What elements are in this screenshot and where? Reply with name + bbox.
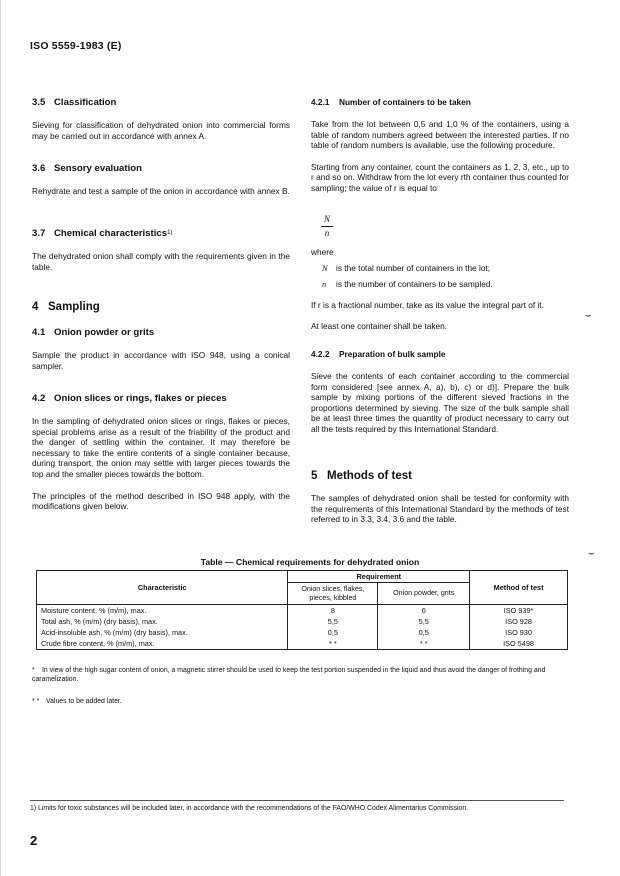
requirements-table bbox=[36, 570, 568, 650]
margin-mark-bottom: ⌣ bbox=[588, 548, 595, 559]
table-row bbox=[37, 627, 568, 638]
cell-method: ISO 930 bbox=[470, 627, 568, 638]
text-3-5: Sieving for classification of dehydrated onion into commercial forms may be carried out in accordance with annex A. bbox=[32, 120, 290, 141]
header-characteristic: Characteristic bbox=[37, 571, 288, 605]
margin-mark-top: ⌣ bbox=[585, 310, 592, 321]
cell-powder: * * bbox=[378, 638, 470, 650]
cell-method: ISO 928 bbox=[470, 616, 568, 627]
where-label: where bbox=[311, 247, 334, 257]
page-number: 2 bbox=[30, 833, 38, 848]
header-method: Method of test bbox=[470, 571, 568, 605]
heading-4: 4 Sampling bbox=[32, 301, 100, 313]
cell-characteristic: Crude fibre content, % (m/m), max. bbox=[37, 638, 288, 650]
cell-powder: 5,5 bbox=[378, 616, 470, 627]
cell-powder: 0,5 bbox=[378, 627, 470, 638]
cell-slices: * * bbox=[288, 638, 378, 650]
table-title: Table — Chemical requirements for dehydrated onion bbox=[200, 557, 420, 567]
cell-method: ISO 5498 bbox=[470, 638, 568, 650]
text-4-2-a: In the sampling of dehydrated onion slices or rings, flakes or pieces, special problems arise as a result of the friability of the product and the danger of settling within the container. It may therefore be necessary to take the entire contents of a single container because, during transport, the onion may settle with larger pieces towards the top and the smaller pieces towards the bottom. bbox=[32, 416, 290, 479]
text-4-2-1-a: Take from the lot between 0,5 and 1,0 % of the containers, using a table of random numbers agreed between the interested parties. If no table of random numbers is available, use the following procedure. bbox=[311, 119, 569, 151]
text-4-2-2: Sieve the contents of each container according to the commercial form considered [see annex A, a), b), c) or d)]. Prepare the bulk sample by mixing portions of the different sieved fractions in the proportions determined by sieving. The size of the bulk sample shall be at least three times the quantity of product necessary to carry out all the tests required by this International Standard. bbox=[311, 371, 569, 434]
heading-4-1: 4.1 Onion powder or grits bbox=[32, 327, 155, 338]
section-3-6 bbox=[32, 163, 290, 197]
header-requirement: Requirement bbox=[288, 571, 470, 583]
section-4 bbox=[32, 300, 290, 314]
section-4-2 bbox=[32, 393, 290, 512]
header-slices: Onion slices, flakes, pieces, kibbled bbox=[288, 583, 378, 605]
section-3-5 bbox=[32, 97, 290, 141]
where-N: N is the total number of containers in the lot; bbox=[322, 262, 491, 273]
note-double-star: * * Values to be added later. bbox=[32, 698, 122, 705]
cell-powder: 6 bbox=[378, 605, 470, 617]
heading-3-6: 3.6 Sensory evaluation bbox=[32, 163, 142, 174]
footnote-1: 1) Limits for toxic substances will be included later, in accordance with the recommendations of the FAO/WHO Codex Alimentarius Commission. bbox=[30, 805, 469, 812]
section-3-7 bbox=[32, 228, 290, 272]
text-at-least-one: At least one container shall be taken. bbox=[311, 320, 448, 331]
footnote-rule bbox=[30, 800, 564, 801]
text-3-6: Rehydrate and test a sample of the onion in accordance with annex B. bbox=[32, 186, 290, 196]
table-row bbox=[37, 616, 568, 627]
document-header: ISO 5559-1983 (E) bbox=[30, 40, 122, 52]
section-4-1 bbox=[32, 327, 290, 371]
cell-method: ISO 939* bbox=[470, 605, 568, 617]
section-4-2-2 bbox=[311, 349, 569, 435]
cell-slices: 8 bbox=[288, 605, 378, 617]
heading-4-2-1: 4.2.1 Number of containers to be taken bbox=[311, 97, 471, 107]
text-4-2-b: The principles of the method described in ISO 948 apply, with the modifications given below. bbox=[32, 490, 290, 512]
fraction-numerator: N bbox=[323, 214, 330, 224]
fractional-note bbox=[311, 300, 569, 331]
where-block bbox=[311, 247, 569, 291]
table-row bbox=[37, 605, 568, 617]
scan-edge bbox=[0, 0, 1, 876]
text-5: The samples of dehydrated onion shall be tested for conformity with the requirements of this International Standard by the methods of test referred to in 3.3, 3.4, 3.6 and the table. bbox=[311, 493, 569, 525]
heading-3-7: 3.7 Chemical characteristics$^{1)}$ bbox=[32, 228, 173, 239]
cell-characteristic: Total ash, % (m/m) (dry basis), max. bbox=[37, 616, 288, 627]
fraction-denominator: n bbox=[324, 228, 330, 238]
text-4-2-1-b: Starting from any container, count the containers as 1, 2, 3, etc., up to r and so on. Withdraw from the lot every rth container thus counted for sampling; the value of r is equal to bbox=[311, 161, 569, 193]
heading-4-2-2: 4.2.2 Preparation of bulk sample bbox=[311, 349, 446, 359]
heading-3-5: 3.5 Classification bbox=[32, 97, 117, 108]
note-star: * In view of the high sugar content of onion, a magnetic stirrer should be used to keep the test portion suspended in the liquid and thus avoid the danger of frothing and caramelization. bbox=[32, 667, 546, 684]
table-row bbox=[37, 638, 568, 650]
section-5 bbox=[311, 469, 569, 525]
section-4-2-1 bbox=[311, 97, 569, 194]
cell-slices: 5,5 bbox=[288, 616, 378, 627]
fraction-bar bbox=[321, 226, 333, 227]
cell-characteristic: Moisture content, % (m/m), max. bbox=[37, 605, 288, 617]
cell-slices: 0,5 bbox=[288, 627, 378, 638]
text-4-1: Sample the product in accordance with ISO 948, using a conical sampler. bbox=[32, 350, 290, 371]
text-3-7: The dehydrated onion shall comply with the requirements given in the table. bbox=[32, 251, 290, 272]
heading-4-2: 4.2 Onion slices or rings, flakes or pieces bbox=[32, 393, 227, 404]
header-powder: Onion powder, grits bbox=[378, 583, 470, 605]
text-fractional: If r is a fractional number, take as its value the integral part of it. bbox=[311, 300, 544, 310]
heading-5: 5 Methods of test bbox=[311, 470, 412, 482]
where-n: n is the number of containers to be sampled. bbox=[322, 279, 493, 290]
cell-characteristic: Acid-insoluble ash, % (m/m) (dry basis), max. bbox=[37, 627, 288, 638]
